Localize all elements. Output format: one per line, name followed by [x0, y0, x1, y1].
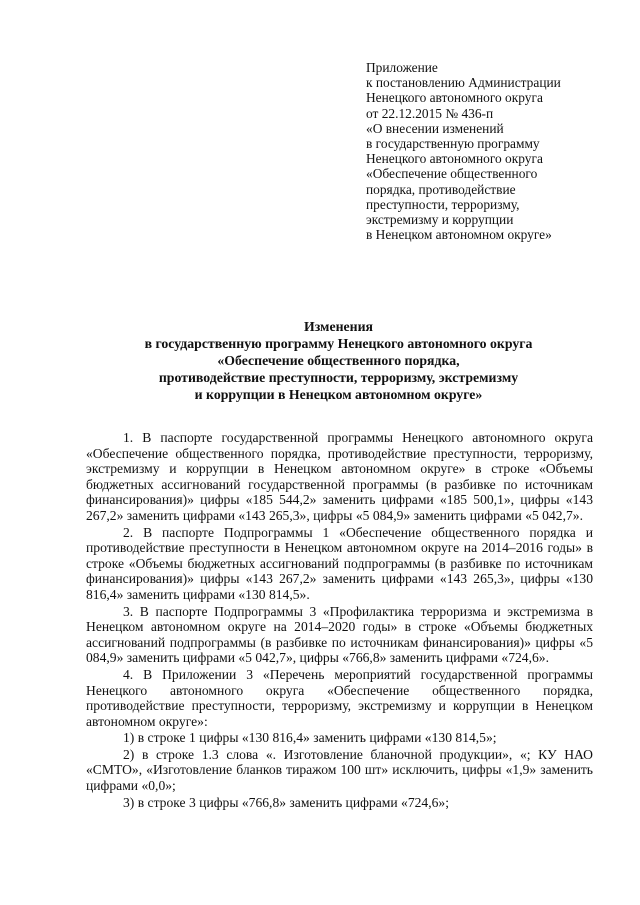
appendix-line: Приложение [366, 60, 438, 75]
subitem-3: 3) в строке 3 цифры «766,8» заменить цифрами «724,6»; [123, 794, 449, 810]
document-title [86, 318, 591, 403]
title-line: и коррупции в Ненецком автономном округе» [194, 387, 483, 402]
subitem-1: 1) в строке 1 цифры «130 816,4» заменить цифрами «130 814,5»; [123, 730, 497, 746]
appendix-line: «Обеспечение общественного [366, 166, 538, 182]
title-line: Изменения [303, 319, 374, 334]
appendix-line: в государственную программу [366, 136, 540, 152]
appendix-line: преступности, терроризму, [366, 196, 520, 212]
appendix-line: Ненецкого автономного округа [366, 90, 543, 106]
paragraph-3: 3. В паспорте Подпрограммы 3 «Профилактика терроризма и экстремизма в Ненецком автономном округе на 2014–2020 годы» в строке «Объемы бюджетных ассигнований подпрограммы (в разбивке по источникам финансирования)» цифры «5 084,9» заменить цифрами «5 042,7», цифры «766,8» заменить цифрами «724,6». [86, 603, 593, 666]
appendix-line: экстремизму и коррупции [366, 212, 514, 228]
title-line: «Обеспечение общественного порядка, [217, 353, 460, 368]
appendix-line: в Ненецком автономном округе» [366, 227, 552, 243]
title-line: в государственную программу Ненецкого автономного округа [144, 336, 533, 351]
appendix-line: от 22.12.2015 № 436-п [366, 105, 494, 121]
paragraph-4: 4. В Приложении 3 «Перечень мероприятий государственной программы Ненецкого автономного округа «Обеспечение общественного порядка, противодействие преступности, терроризму, экстремизму и коррупции в Ненецком автономном округе»: [86, 666, 593, 729]
appendix-line: «О внесении изменений [366, 120, 504, 136]
subitem-2: 2) в строке 1.3 слова «. Изготовление бланочной продукции», «; КУ НАО «СМТО», «Изготовление бланков тиражом 100 шт» исключить, цифры «1,9» заменить цифрами «0,0»; [86, 746, 593, 794]
appendix-line: к постановлению Администрации [366, 75, 561, 91]
paragraph-2: 2. В паспорте Подпрограммы 1 «Обеспечение общественного порядка и противодействие преступности в Ненецком автономном округе на 2014–2016 годы» в строке «Объемы бюджетных ассигнований подпрограммы (в разбивке по источникам финансирования)» цифры «143 267,2» заменить цифрами «143 265,3», цифры «130 816,4» заменить цифрами «130 814,5». [86, 524, 593, 602]
title-line: противодействие преступности, терроризму, экстремизму [158, 370, 519, 385]
document-body [86, 430, 593, 811]
appendix-header [366, 60, 616, 242]
appendix-line: порядка, противодействие [366, 181, 516, 197]
paragraph-1: 1. В паспорте государственной программы Ненецкого автономного округа «Обеспечение общественного порядка, противодействие преступности, терроризму, экстремизму и коррупции в Ненецком автономном округе» в строке «Объемы бюджетных ассигнований государственной программы (в разбивке по источникам финансирования)» цифры «185 544,2» заменить цифрами «185 500,1», цифры «143 267,2» заменить цифрами «143 265,3», цифры «5 084,9» заменить цифрами «5 042,7». [86, 430, 593, 523]
appendix-line: Ненецкого автономного округа [366, 151, 543, 167]
